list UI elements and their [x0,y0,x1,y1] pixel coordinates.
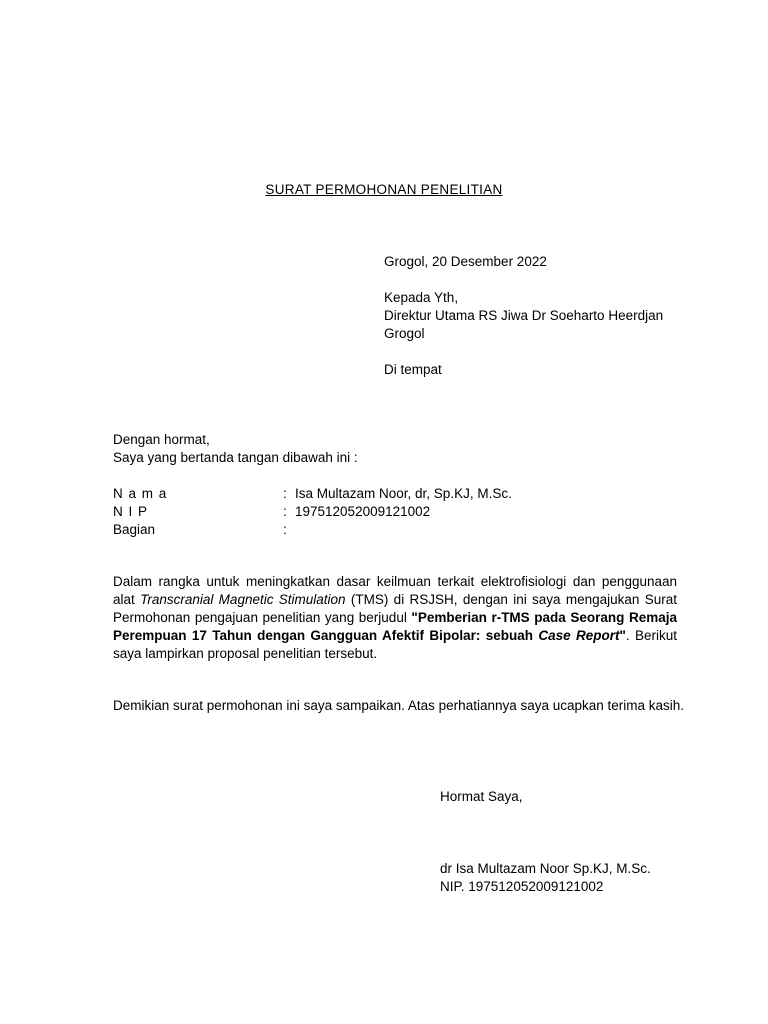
field-colon: : [283,504,287,519]
identity-fields [113,485,512,539]
case-report-term: Case Report [538,628,620,643]
recipient-block [384,253,663,379]
field-label: N I P [113,504,149,519]
body-text-1: Dalam rangka untuk meningkatkan dasar keilmuan terkait elektrofisiologi dan penggunaan alat [113,574,677,607]
intro-text: Saya yang bertanda tangan dibawah ini : [113,450,358,465]
place-date: Grogol, 20 Desember 2022 [384,254,547,269]
signoff: Hormat Saya, [440,789,523,804]
recipient-salutation: Kepada Yth, [384,290,459,305]
field-colon: : [283,522,287,537]
body-text-3: . Berikut saya lampirkan proposal penelitian tersebut. [113,628,677,661]
letter-title: SURAT PERMOHONAN PENELITIAN [265,182,503,197]
greeting: Dengan hormat, [113,432,210,447]
field-label: N a m a [113,486,168,501]
field-label: Bagian [113,522,156,537]
recipient-line-2: Grogol [384,326,425,341]
field-row-nama [113,485,512,503]
signer-nip: NIP. 197512052009121002 [440,879,604,894]
tms-term: Transcranial Magnetic Stimulation [140,592,346,607]
closing-sentence: Demikian surat permohonan ini saya sampaikan. Atas perhatiannya saya ucapkan terima kasih. [113,698,685,713]
recipient-location: Di tempat [384,362,442,377]
recipient-line-1: Direktur Utama RS Jiwa Dr Soeharto Heerdjan [384,308,664,323]
body-text-2: (TMS) di RSJSH, dengan ini saya mengajukan Surat Permohonan pengajuan penelitian yang berjudul [113,592,677,625]
field-row-nip [113,503,512,521]
signer-name: dr Isa Multazam Noor Sp.KJ, M.Sc. [440,861,651,876]
field-value: Isa Multazam Noor, dr, Sp.KJ, M.Sc. [295,486,512,501]
body-paragraph [113,573,677,663]
field-row-bagian [113,521,512,539]
field-value: 197512052009121002 [295,504,431,519]
field-colon: : [283,486,287,501]
signer-block [440,860,651,896]
greeting-block [113,431,358,467]
research-title: "Pemberian r-TMS pada Seorang Remaja Perempuan 17 Tahun dengan Gangguan Afektif Bipolar: sebuah Case Report" [113,610,677,643]
